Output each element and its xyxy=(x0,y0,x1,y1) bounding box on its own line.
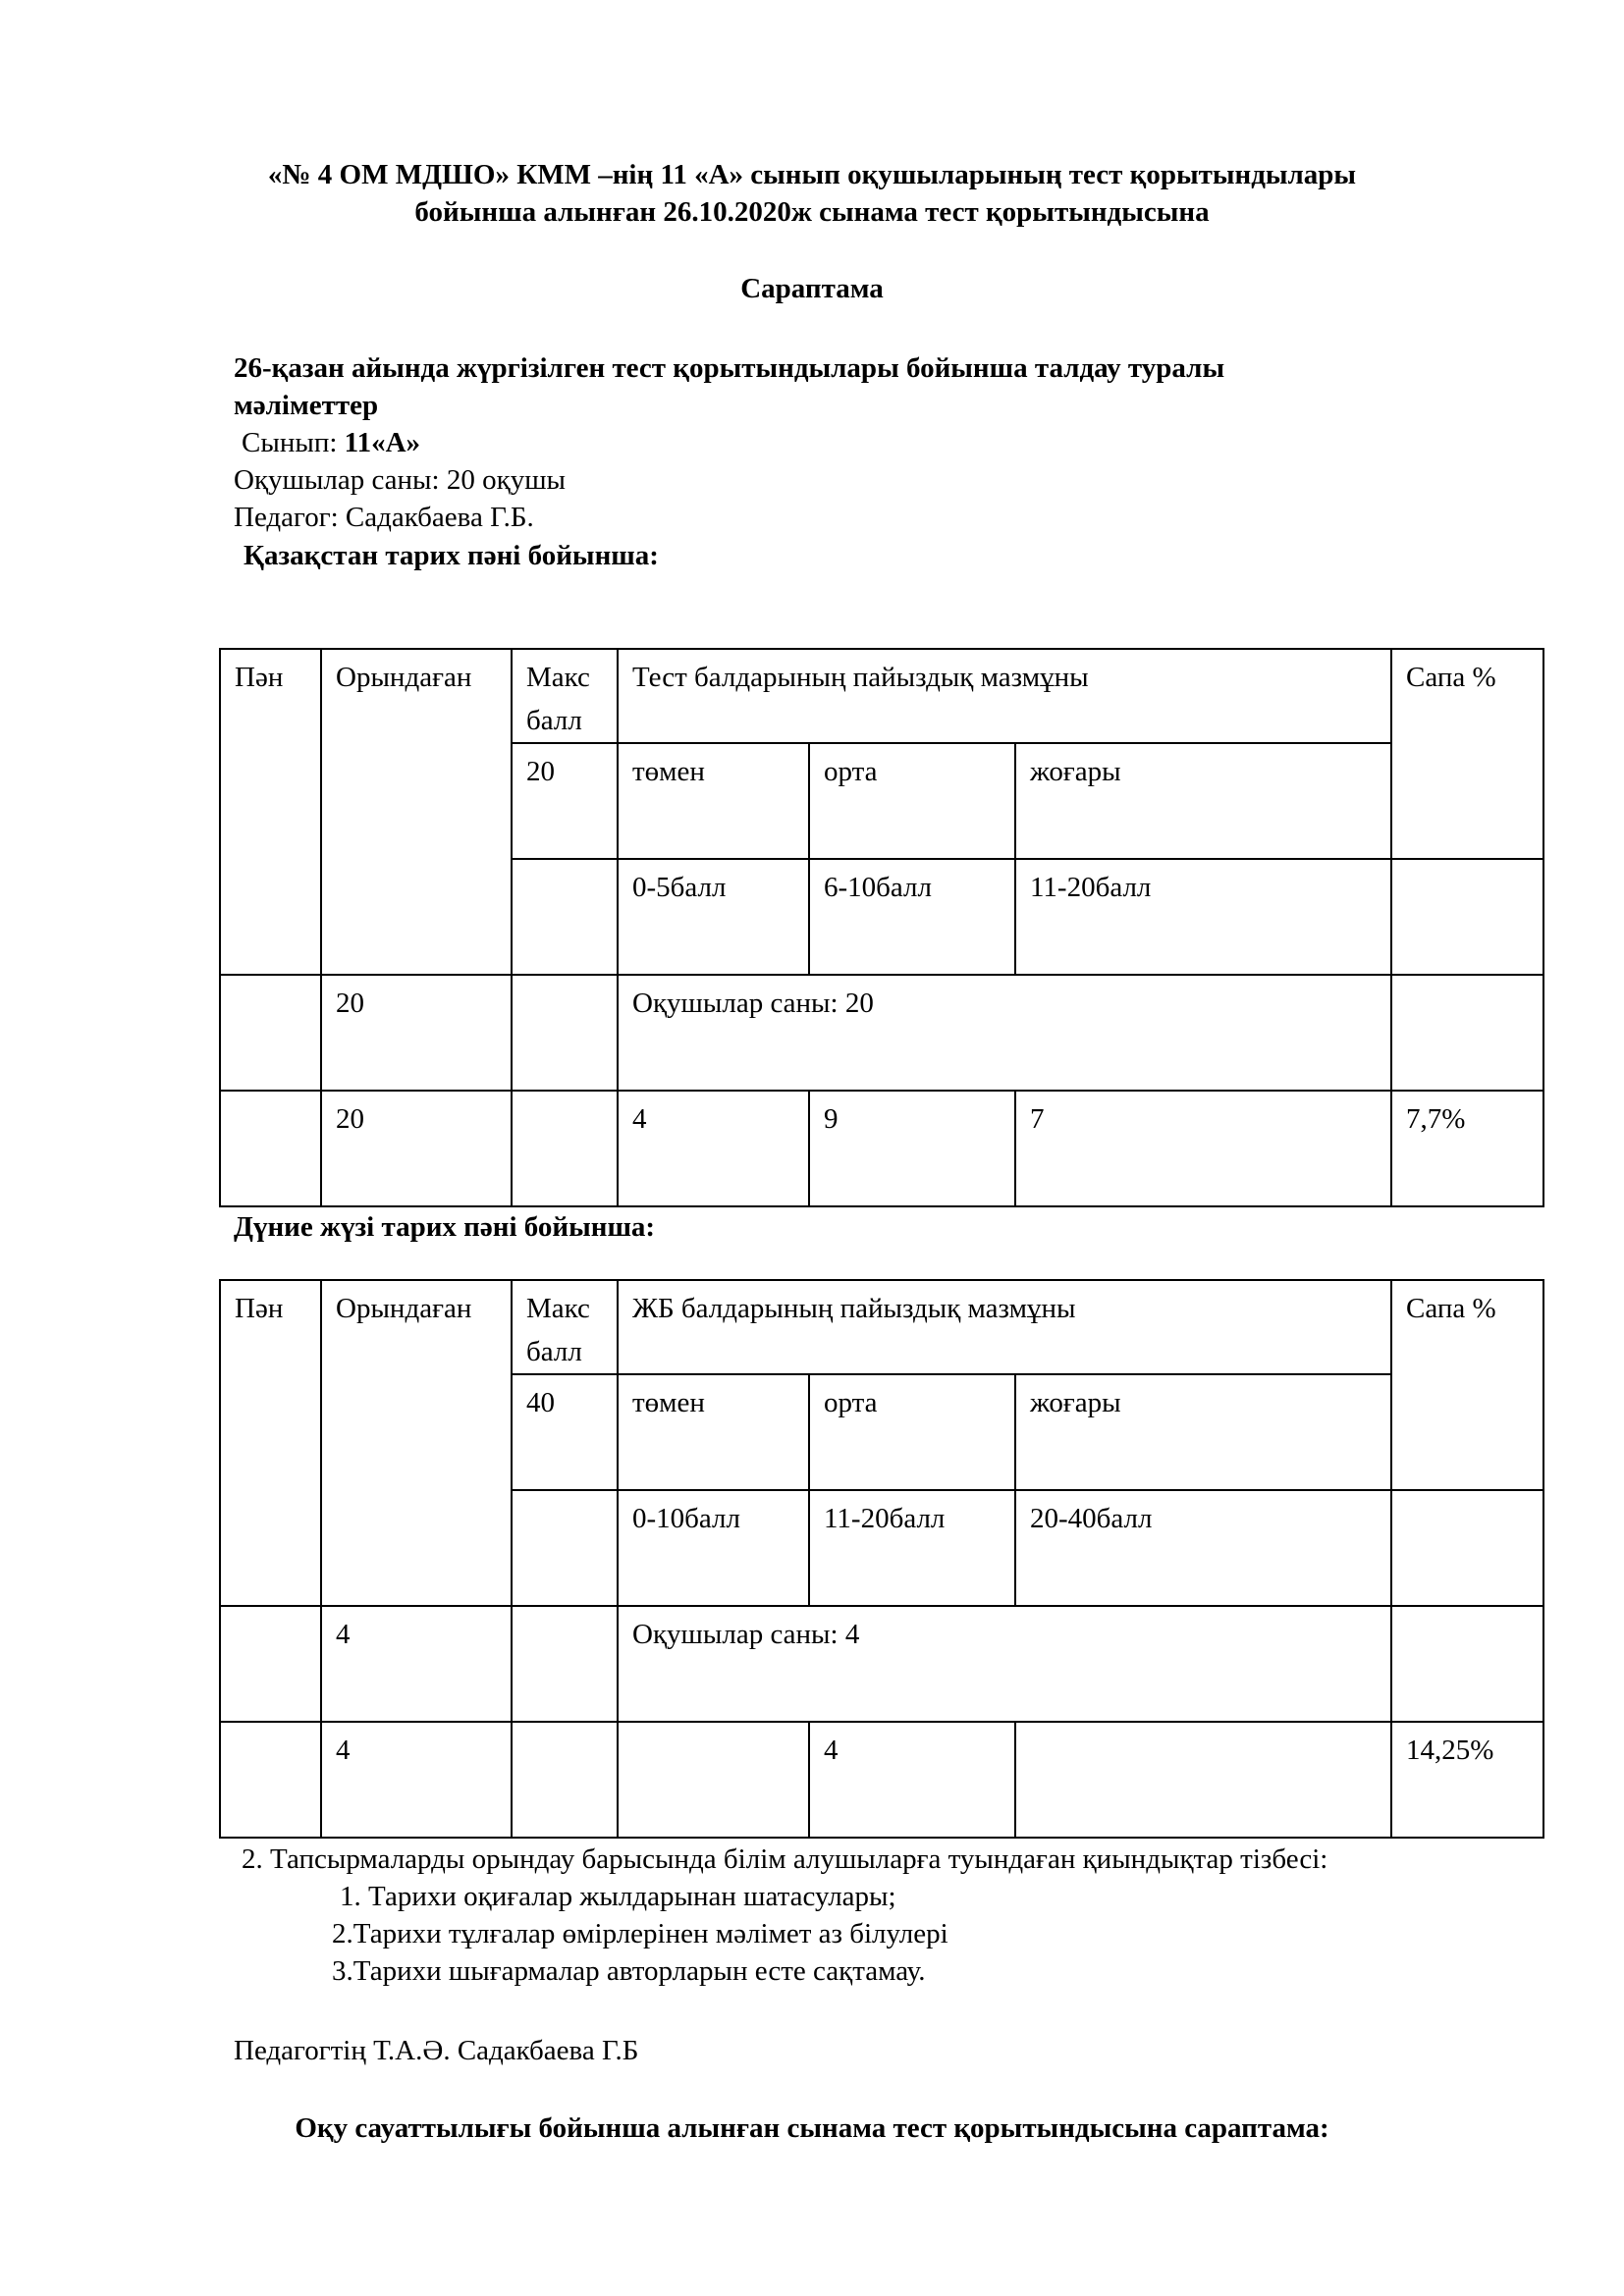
world-history-table xyxy=(219,1279,1544,1839)
teacher-info: Педагог: Садакбаева Г.Б. xyxy=(234,502,534,533)
document-heading: Сараптама xyxy=(740,273,884,304)
level-low: төмен xyxy=(618,743,809,859)
subtitle-line1: 26-қазан айында жүргізілген тест қорытындылары бойынша талдау туралы xyxy=(234,352,1225,384)
header-quality: Сапа % xyxy=(1391,649,1543,859)
header-score-content: ЖБ балдарының пайыздық мазмұны xyxy=(618,1280,1391,1374)
header-completed: Орындаған xyxy=(321,1280,512,1606)
subtitle-line2: мәліметтер xyxy=(234,390,379,421)
header-subject: Пән xyxy=(220,649,321,975)
result-low: 4 xyxy=(618,1091,809,1206)
result-completed: 20 xyxy=(321,1091,512,1206)
empty-cell xyxy=(220,1722,321,1838)
level-mid: орта xyxy=(809,743,1015,859)
empty-cell xyxy=(512,1490,618,1606)
header-max-score: Макс балл xyxy=(512,1280,618,1374)
empty-cell xyxy=(512,1722,618,1838)
empty-cell xyxy=(512,859,618,975)
completed-count: 4 xyxy=(321,1606,512,1722)
empty-cell xyxy=(220,1091,321,1206)
class-label: Сынып: xyxy=(242,427,345,458)
section-world-history: Дүние жүзі тарих пәні бойынша: xyxy=(234,1211,656,1243)
level-mid: орта xyxy=(809,1374,1015,1490)
empty-cell xyxy=(1391,1490,1543,1606)
empty-cell xyxy=(1391,975,1543,1091)
result-high xyxy=(1015,1722,1391,1838)
document-title-line1: «№ 4 ОМ МДШО» КММ –нің 11 «А» сынып оқушыларының тест қорытындылары xyxy=(267,159,1357,190)
max-score-value: 20 xyxy=(512,743,618,859)
completed-count: 20 xyxy=(321,975,512,1091)
students-count: Оқушылар саны: 4 xyxy=(618,1606,1391,1722)
empty-cell xyxy=(512,975,618,1091)
empty-cell xyxy=(220,1606,321,1722)
result-completed: 4 xyxy=(321,1722,512,1838)
max-score-value: 40 xyxy=(512,1374,618,1490)
difficulty-item-2: 2.Тарихи тұлғалар өмірлерінен мәлімет аз білулері xyxy=(332,1918,948,1949)
level-low: төмен xyxy=(618,1374,809,1490)
class-value: 11«А» xyxy=(344,427,421,458)
difficulty-item-3: 3.Тарихи шығармалар авторларын есте сақтамау. xyxy=(332,1955,926,1987)
section-kazakh-history: Қазақстан тарих пәні бойынша: xyxy=(244,540,659,571)
level-high: жоғары xyxy=(1015,743,1391,859)
document-title-line2: бойынша алынған 26.10.2020ж сынама тест қорытындысына xyxy=(414,196,1210,228)
result-quality: 7,7% xyxy=(1391,1091,1543,1206)
empty-cell xyxy=(512,1091,618,1206)
range-high: 11-20балл xyxy=(1015,859,1391,975)
result-mid: 9 xyxy=(809,1091,1015,1206)
range-low: 0-5балл xyxy=(618,859,809,975)
students-count-info: Оқушылар саны: 20 оқушы xyxy=(234,464,567,496)
empty-cell xyxy=(1391,859,1543,975)
empty-cell xyxy=(220,975,321,1091)
students-count: Оқушылар саны: 20 xyxy=(618,975,1391,1091)
header-max-score: Макс балл xyxy=(512,649,618,743)
difficulty-item-1: 1. Тарихи оқиғалар жылдарынан шатасулары; xyxy=(340,1881,896,1912)
range-mid: 6-10балл xyxy=(809,859,1015,975)
header-subject: Пән xyxy=(220,1280,321,1606)
empty-cell xyxy=(1391,1606,1543,1722)
header-score-content: Тест балдарының пайыздық мазмұны xyxy=(618,649,1391,743)
difficulties-intro: 2. Тапсырмаларды орындау барысында білім алушыларға туындаған қиындықтар тізбесі: xyxy=(242,1843,1328,1875)
range-low: 0-10балл xyxy=(618,1490,809,1606)
header-completed: Орындаған xyxy=(321,649,512,975)
kazakh-history-table xyxy=(219,648,1544,1207)
result-mid: 4 xyxy=(809,1722,1015,1838)
range-mid: 11-20балл xyxy=(809,1490,1015,1606)
header-quality: Сапа % xyxy=(1391,1280,1543,1490)
teacher-signature: Педагогтің Т.А.Ә. Садакбаева Г.Б xyxy=(234,2035,639,2066)
result-high: 7 xyxy=(1015,1091,1391,1206)
empty-cell xyxy=(512,1606,618,1722)
result-low xyxy=(618,1722,809,1838)
level-high: жоғары xyxy=(1015,1374,1391,1490)
footer-heading: Оқу сауаттылығы бойынша алынған сынама тест қорытындысына сараптама: xyxy=(295,2112,1329,2144)
class-info xyxy=(242,425,420,460)
result-quality: 14,25% xyxy=(1391,1722,1543,1838)
range-high: 20-40балл xyxy=(1015,1490,1391,1606)
